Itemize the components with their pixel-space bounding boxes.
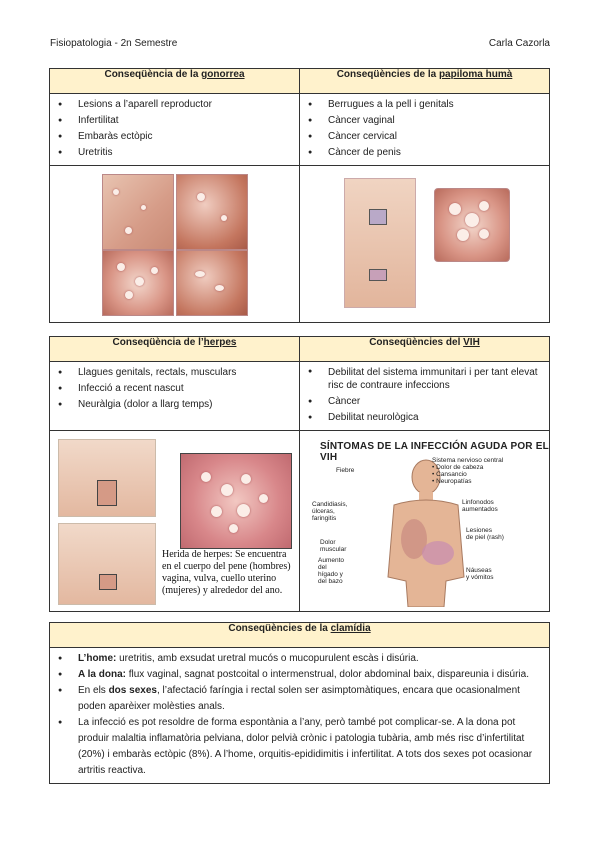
list-item: ● Càncer cervical	[328, 129, 543, 145]
herpes-female-diagram	[58, 523, 156, 605]
list-item: ● A la dona: flux vaginal, sagnat postcoital o intermenstrual, dolor abdominal baix, dispareunia i disúria.	[78, 667, 543, 683]
list-item: ● En els dos sexes, l’afectació faríngia i rectal solen ser asimptomàtiques, encara que ocasionalment poden aparèixer molèsties anals.	[78, 683, 543, 715]
gonorrea-photo-1	[102, 174, 174, 250]
vih-list-cell	[300, 362, 550, 431]
vih-label-nauseas: Náuseas y vómitos	[466, 567, 494, 581]
papiloma-body-diagram	[344, 178, 416, 308]
list-item: ● Debilitat del sistema immunitari i per tant elevat risc de contraure infeccions	[328, 365, 543, 394]
gonorrea-image-cell	[50, 166, 300, 323]
list-item: ● Berrugues a la pell i genitals	[328, 97, 543, 113]
list-item: ● Neuràlgia (dolor a llarg temps)	[78, 397, 293, 413]
vih-title: Conseqüències del VIH	[300, 337, 550, 362]
list-item: ● Embaràs ectòpic	[78, 129, 293, 145]
papiloma-wart-photo	[434, 188, 510, 262]
vih-image-title: SÍNTOMAS DE LA INFECCIÓN AGUDA POR EL VIH	[320, 441, 549, 463]
herpes-lesion-photo	[180, 453, 292, 549]
herpes-title: Conseqüència de l’herpes	[50, 337, 300, 362]
list-item: ● Càncer de penis	[328, 145, 543, 161]
vih-label-snc: Sistema nervioso central • Dolor de cabeza • Cansancio • Neuropatías	[432, 457, 504, 485]
vih-image-cell	[300, 431, 550, 612]
vih-label-aumento: Aumento del hígado y del bazo	[318, 557, 345, 585]
table-clamidia	[49, 622, 550, 784]
list-item: ● Llagues genitals, rectals, musculars	[78, 365, 293, 381]
list-item: ● Infecció a recent nascut	[78, 381, 293, 397]
list-item: ● Uretritis	[78, 145, 293, 161]
table-herpes-vih	[49, 336, 550, 612]
gonorrea-title: Conseqüència de la gonorrea	[50, 69, 300, 94]
gonorrea-photo-3	[102, 250, 174, 316]
list-item: ● La infecció es pot resoldre de forma espontània a l’any, però també pot complicar-se. A la dona pot produir malaltia inflamatòria pelviana, dolor pelvià crònic i patologia tubària, amb més risc d’infertilitat (20%) i embaràs ectòpic (8%). A l’home, orquitis-epididimitis i infertilitat. A tots dos sexes pot ocasionar artritis reactiva.	[78, 715, 543, 779]
list-item: ● Lesions a l’aparell reproductor	[78, 97, 293, 113]
list-item: ● Infertilitat	[78, 113, 293, 129]
gonorrea-photo-4	[176, 250, 248, 316]
list-item: ● Càncer vaginal	[328, 113, 543, 129]
list-item: ● Càncer	[328, 394, 543, 410]
list-item: ● L’home: uretritis, amb exsudat uretral mucós o mucopurulent escàs i disúria.	[78, 651, 543, 667]
header-subject: Fisiopatologia - 2n Semestre	[50, 38, 178, 49]
herpes-male-diagram	[58, 439, 156, 517]
header-author: Carla Cazorla	[488, 38, 550, 49]
vih-label-dolor: Dolor muscular	[320, 539, 347, 553]
herpes-image-cell	[50, 431, 300, 612]
herpes-image-caption: Herida de herpes: Se encuentra en el cuerpo del pene (hombres) vagina, vulva, cuello uterino (mujeres) y alrededor del ano.	[162, 549, 291, 596]
clamidia-list-cell	[50, 648, 550, 784]
vih-label-candidiasis: Candidiasis, úlceras, faringitis	[312, 501, 348, 522]
vih-label-fiebre: Fiebre	[336, 467, 355, 474]
list-item: ● Debilitat neurològica	[328, 410, 543, 426]
table-gonorrea-papiloma	[49, 68, 550, 323]
vih-label-linfonodos: Linfonodos aumentados	[462, 499, 498, 513]
papiloma-list-cell	[300, 94, 550, 166]
gonorrea-list-cell	[50, 94, 300, 166]
clamidia-title: Conseqüències de la clamídia	[50, 623, 550, 648]
vih-label-lesiones: Lesiones de piel (rash)	[466, 527, 504, 541]
herpes-list-cell	[50, 362, 300, 431]
gonorrea-photo-2	[176, 174, 248, 250]
papiloma-title: Conseqüències de la papiloma humà	[300, 69, 550, 94]
papiloma-image-cell	[300, 166, 550, 323]
